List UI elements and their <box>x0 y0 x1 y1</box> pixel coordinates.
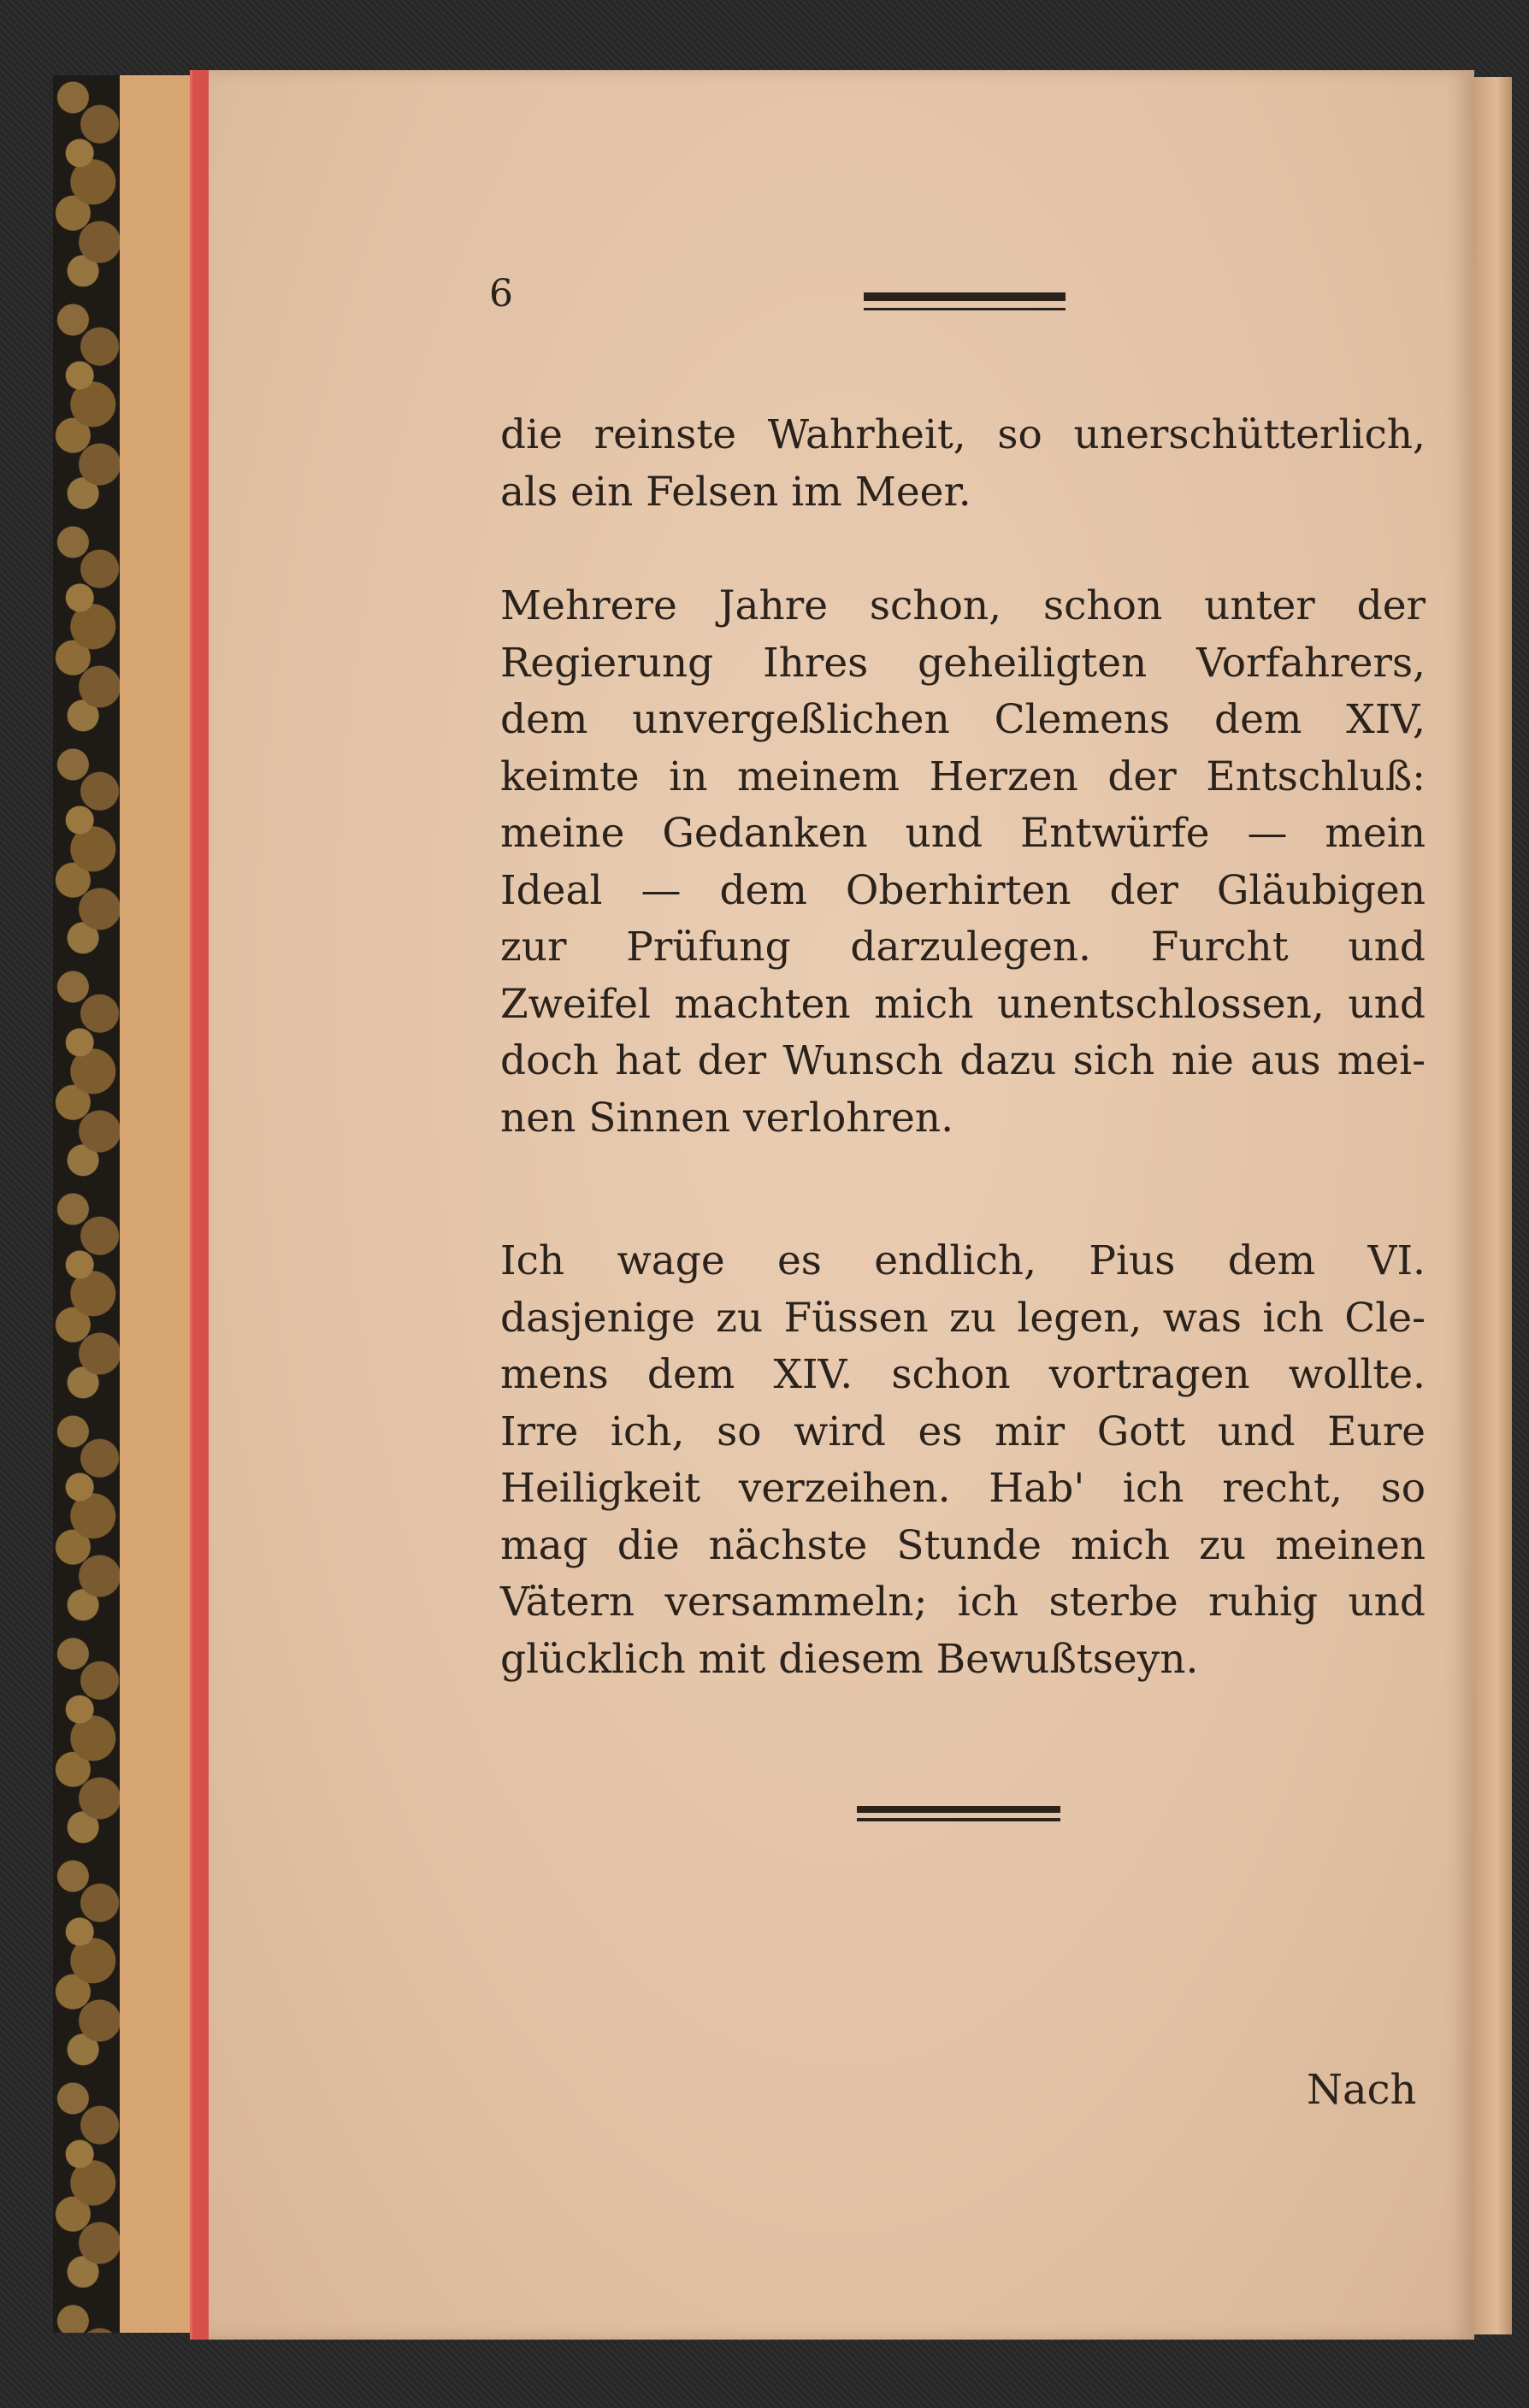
book-spine <box>53 75 120 2333</box>
text-line: glücklich mit diesem Bewußtseyn. <box>500 1635 1199 1683</box>
header-rule-thin <box>864 308 1066 310</box>
text-line: keimte in meinem Herzen der Entschluß: <box>500 752 1426 800</box>
paragraph-3 <box>500 1233 1426 1688</box>
page-number: 6 <box>489 272 513 316</box>
paragraph-2 <box>500 578 1426 1147</box>
book-cover-edge <box>120 75 192 2333</box>
text-line: zur Prüfung darzulegen. Furcht und <box>500 924 1426 971</box>
text-line: Irre ich, so wird es mir Gott und Eure <box>500 1408 1426 1455</box>
adjacent-page-edge <box>1474 77 1512 2334</box>
section-end-rule-thin <box>857 1818 1060 1821</box>
text-line: mag die nächste Stunde mich zu meinen <box>500 1521 1426 1569</box>
text-line: nen Sinnen verlohren. <box>500 1094 954 1142</box>
text-line: als ein Felsen im Meer. <box>500 468 971 516</box>
text-line: mens dem XIV. schon vortragen wollte. <box>500 1351 1426 1398</box>
header-rule <box>864 292 1066 301</box>
text-line: meine Gedanken und Entwürfe — mein <box>500 810 1426 857</box>
text-line: Ich wage es endlich, Pius dem VI. <box>500 1237 1426 1284</box>
section-end-rule <box>857 1806 1060 1813</box>
text-line: doch hat der Wunsch dazu sich nie aus mei- <box>500 1037 1426 1084</box>
text-line: dem unvergeßlichen Clemens dem XIV, <box>500 696 1426 743</box>
text-line: Regierung Ihres geheiligten Vorfahrers, <box>500 639 1426 687</box>
paragraph-1 <box>500 407 1426 521</box>
text-line: Vätern versammeln; ich sterbe ruhig und <box>500 1579 1426 1626</box>
text-line: Ideal — dem Oberhirten der Gläubigen <box>500 866 1426 914</box>
text-line: Mehrere Jahre schon, schon unter der <box>500 582 1426 629</box>
text-line: dasjenige zu Füssen zu legen, was ich Cle- <box>500 1294 1426 1342</box>
text-line: Heiligkeit verzeihen. Hab' ich recht, so <box>500 1465 1426 1512</box>
text-line: die reinste Wahrheit, so unerschütterlich, <box>500 411 1426 458</box>
text-line: Zweifel machten mich unentschlossen, und <box>500 980 1426 1028</box>
catchword: Nach <box>1307 2066 1417 2114</box>
